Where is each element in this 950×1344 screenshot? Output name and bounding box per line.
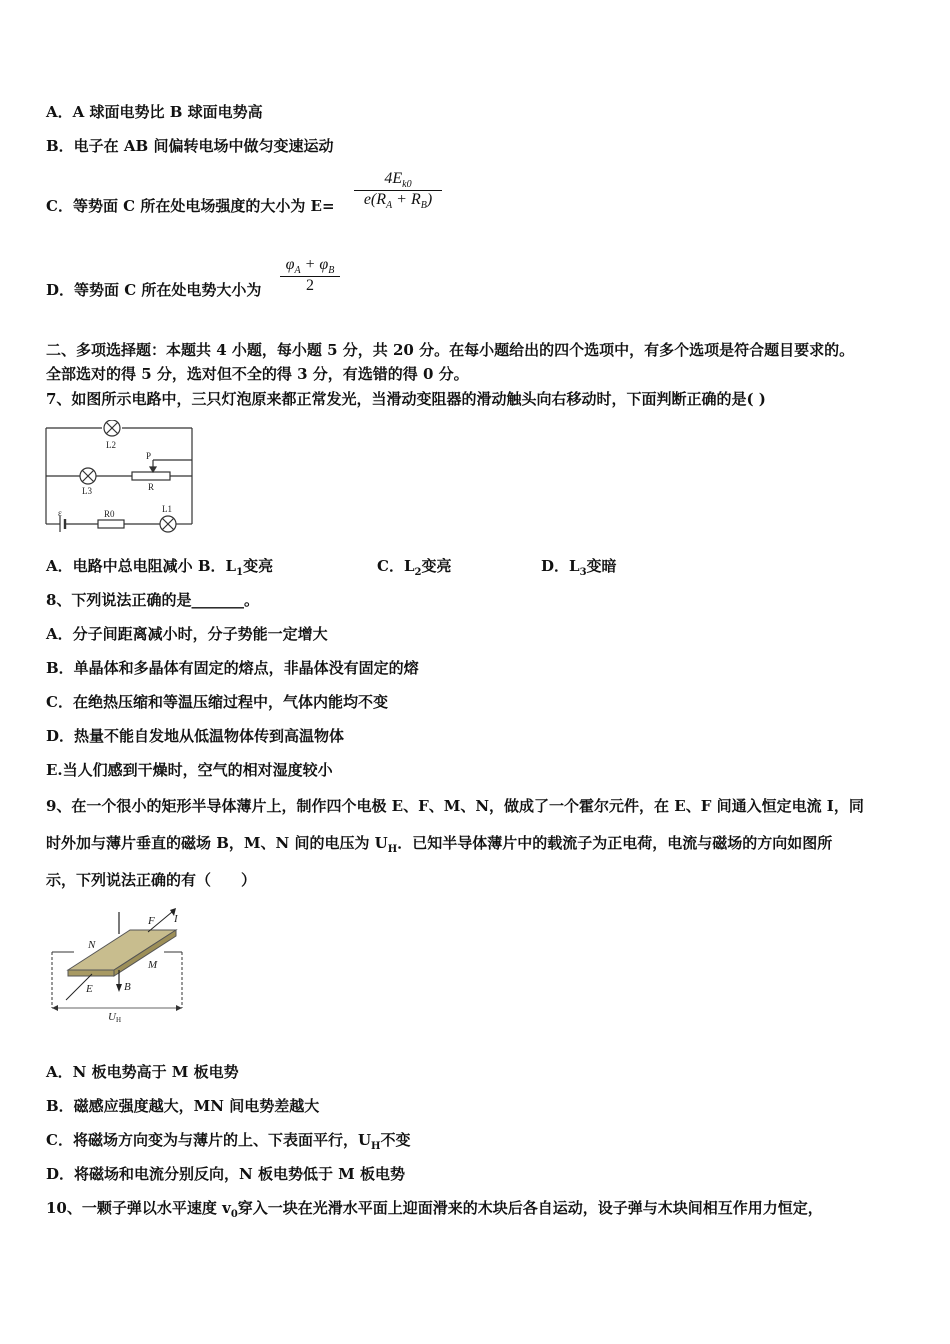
label-emf: ε: [58, 508, 62, 518]
q9-option-d: D．将磁场和电流分别反向，N 板电势低于 M 板电势: [46, 1165, 405, 1183]
q6-option-a: A．A 球面电势比 B 球面电势高: [46, 103, 263, 121]
formula-numerator: φ: [285, 256, 295, 273]
q7-option-d-text: D．L: [541, 557, 580, 575]
label-u-main: U: [108, 1011, 116, 1023]
q8-stem: 8、下列说法正确的是_______。: [46, 591, 259, 609]
q7-option-ab: [46, 556, 273, 583]
q6-option-c: C．等势面 C 所在处电场强度的大小为 E=: [46, 197, 335, 215]
q6-option-d: D．等势面 C 所在处电势大小为: [46, 281, 262, 299]
q6-option-b: B．电子在 AB 间偏转电场中做匀变速运动: [46, 137, 334, 155]
label-m: M: [148, 959, 158, 971]
formula-numerator-sub-a: A: [294, 265, 301, 277]
q9-hall-element-figure: [44, 908, 194, 1023]
q9-option-a: A．N 板电势高于 M 板电势: [46, 1063, 239, 1081]
q8-option-b: B．单晶体和多晶体有固定的熔点，非晶体没有固定的熔: [46, 659, 419, 677]
formula-numerator-sub: k0: [402, 179, 412, 191]
formula-numerator: 4E: [384, 170, 403, 187]
q7-option-c-tail: 变亮: [421, 557, 452, 575]
q7-option-c: [377, 556, 451, 583]
q9-option-b: B．磁感应强度越大，MN 间电势差越大: [46, 1097, 320, 1115]
q9-option-c-text: C．将磁场方向变为与薄片的上、下表面平行，U: [46, 1131, 372, 1149]
q6-option-d-formula: [280, 256, 340, 295]
q9-option-c-tail: 不变: [380, 1131, 411, 1149]
q8-option-d: D．热量不能自发地从低温物体传到高温物体: [46, 727, 345, 745]
q9-option-c-sub: H: [371, 1141, 381, 1152]
q9-stem-line2-text: 时外加与薄片垂直的磁场 B，M、N 间的电压为 U: [46, 834, 388, 852]
section2-line2: 全部选对的得 5 分，选对但不全的得 3 分，有选错的得 0 分。: [46, 365, 469, 383]
q9-stem-line2: [46, 833, 832, 860]
q7-option-d: [541, 556, 617, 583]
label-i: I: [174, 913, 178, 925]
q7-option-c-sub: 2: [414, 567, 422, 578]
label-r0: R0: [104, 509, 115, 519]
label-u: [108, 1011, 121, 1023]
q7-option-ab-text: A．电路中总电阻减小 B．L: [46, 557, 237, 575]
q8-option-e: E.当人们感到干燥时，空气的相对湿度较小: [46, 761, 333, 779]
formula-denominator-sub-b: B: [420, 200, 427, 212]
label-r: R: [148, 482, 155, 492]
formula-denominator-end: ): [426, 191, 433, 209]
label-e: E: [86, 983, 93, 995]
q10-stem-tail: 穿入一块在光滑水平面上迎面滑来的木块后各自运动，设子弹与木块间相互作用力恒定，: [237, 1199, 823, 1217]
q10-stem: [46, 1198, 823, 1225]
q8-option-c: C．在绝热压缩和等温压缩过程中，气体内能均不变: [46, 693, 388, 711]
formula-denominator-sub-a: A: [386, 200, 393, 212]
q7-option-c-text: C．L: [377, 557, 415, 575]
section2-line1: 二、多项选择题：本题共 4 小题，每小题 5 分，共 20 分。在每小题给出的四个选项中，有多个选项是符合题目要求的。: [46, 341, 855, 359]
label-b: B: [124, 981, 131, 993]
q10-stem-text: 10、一颗子弹以水平速度 v: [46, 1199, 231, 1217]
q8-option-a: A．分子间距离减小时，分子势能一定增大: [46, 625, 328, 643]
label-l1: L1: [162, 504, 172, 514]
q9-stem-line1: 9、在一个很小的矩形半导体薄片上，制作四个电极 E、F、M、N，做成了一个霍尔元件，在 E、F 间通入恒定电流 I，同: [46, 797, 864, 815]
label-n: N: [88, 939, 96, 951]
q10-stem-sub: 0: [230, 1209, 238, 1220]
q7-stem: 7、如图所示电路中，三只灯泡原来都正常发光，当滑动变阻器的滑动触头向右移动时，下面判断正确的是( ): [46, 390, 766, 408]
label-l3: L3: [82, 486, 92, 496]
q6-option-c-formula: [354, 170, 442, 211]
q9-option-c: [46, 1130, 411, 1157]
label-f: F: [148, 915, 155, 927]
label-l2: L2: [106, 440, 116, 450]
label-p: P: [146, 451, 152, 461]
formula-numerator-plus: + φ: [300, 256, 329, 273]
q7-option-ab-tail: 变亮: [243, 557, 274, 575]
q7-option-ab-sub: 1: [236, 567, 244, 578]
formula-numerator-sub-b: B: [328, 265, 335, 277]
q9-stem-line3: 示，下列说法正确的有（ ）: [46, 871, 257, 889]
q9-stem-line2-tail: ．已知半导体薄片中的载流子为正电荷，电流与磁场的方向如图所: [397, 834, 833, 852]
formula-denominator: e(R: [363, 191, 387, 209]
label-u-sub: H: [115, 1016, 122, 1023]
formula-denominator-plus: + R: [392, 191, 421, 209]
q7-option-d-sub: 3: [579, 567, 587, 578]
q9-stem-line2-sub: H: [387, 844, 398, 855]
q7-circuit-diagram: [40, 420, 205, 535]
formula-denominator: 2: [306, 277, 314, 295]
q7-option-d-tail: 变暗: [586, 557, 617, 575]
